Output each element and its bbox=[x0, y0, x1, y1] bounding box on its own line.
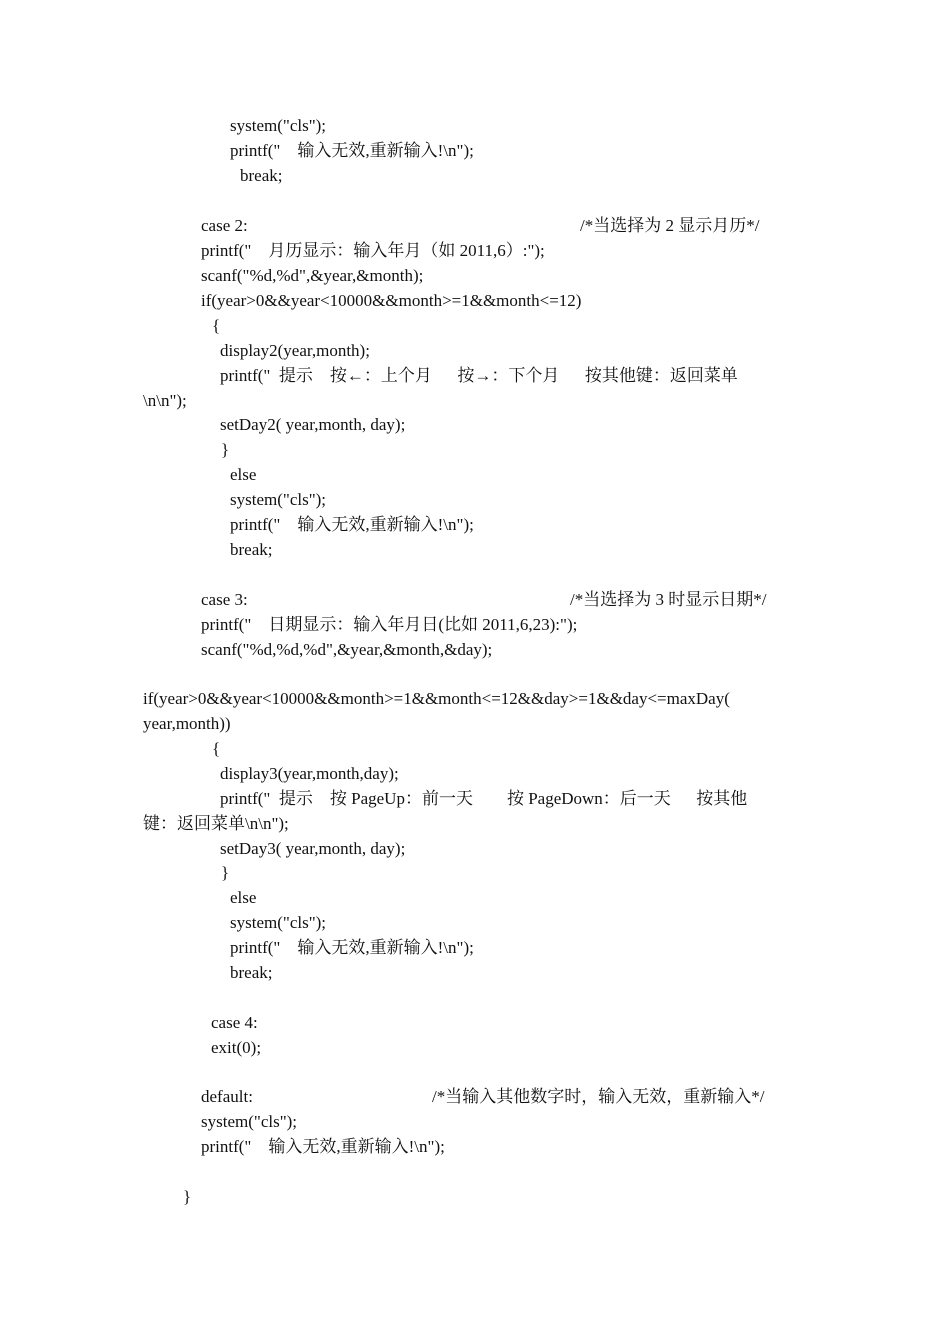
code-line: exit(0); bbox=[211, 1038, 262, 1057]
code-line: printf(" 提示 按←：上个月 按→：下个月 按其他键：返回菜单 bbox=[220, 366, 738, 385]
code-line: printf(" 提示 按 PageUp：前一天 按 PageDown：后一天 按其他 bbox=[220, 789, 748, 808]
code-line: } bbox=[221, 863, 230, 882]
code-line: system("cls"); bbox=[230, 490, 327, 509]
code-line: system("cls"); bbox=[230, 116, 327, 135]
code-line: scanf("%d,%d,%d",&year,&month,&day); bbox=[201, 640, 493, 659]
code-line: } bbox=[183, 1187, 192, 1206]
code-line: printf(" 输入无效,重新输入!\n"); bbox=[230, 515, 474, 534]
code-line: display2(year,month); bbox=[220, 341, 370, 360]
code-line: system("cls"); bbox=[230, 913, 327, 932]
code-line: } bbox=[221, 440, 230, 459]
code-line: scanf("%d,%d",&year,&month); bbox=[201, 266, 424, 285]
code-line: break; bbox=[230, 540, 273, 559]
code-line: setDay3( year,month, day); bbox=[220, 839, 406, 858]
code-line: printf(" 日期显示：输入年月日(比如 2011,6,23):"); bbox=[201, 615, 578, 634]
code-line: printf(" 月历显示：输入年月（如 2011,6）:"); bbox=[201, 241, 545, 260]
code-line: else bbox=[230, 888, 257, 907]
code-line: printf(" 输入无效,重新输入!\n"); bbox=[201, 1137, 445, 1156]
code-line: case 2: bbox=[201, 216, 248, 235]
code-line: setDay2( year,month, day); bbox=[220, 415, 406, 434]
code-line: break; bbox=[240, 166, 283, 185]
code-line: 键：返回菜单\n\n"); bbox=[143, 814, 289, 833]
code-line: else bbox=[230, 465, 257, 484]
code-line: year,month)) bbox=[143, 714, 231, 733]
code-comment: /*当输入其他数字时，输入无效，重新输入*/ bbox=[432, 1087, 765, 1106]
code-line: { bbox=[212, 316, 221, 335]
code-line: system("cls"); bbox=[201, 1112, 298, 1131]
code-line: break; bbox=[230, 963, 273, 982]
code-comment: /*当选择为 2 显示月历*/ bbox=[580, 216, 760, 235]
code-line: { bbox=[212, 739, 221, 758]
code-line: case 4: bbox=[211, 1013, 258, 1032]
code-line: if(year>0&&year<10000&&month>=1&&month<=12&&day>=1&&day<=maxDay( bbox=[143, 689, 730, 708]
code-comment: /*当选择为 3 时显示日期*/ bbox=[570, 590, 767, 609]
code-line: case 3: bbox=[201, 590, 248, 609]
code-line: printf(" 输入无效,重新输入!\n"); bbox=[230, 938, 474, 957]
code-line: if(year>0&&year<10000&&month>=1&&month<=12) bbox=[201, 291, 582, 310]
code-line: default: bbox=[201, 1087, 253, 1106]
code-line: display3(year,month,day); bbox=[220, 764, 399, 783]
code-line: printf(" 输入无效,重新输入!\n"); bbox=[230, 141, 474, 160]
code-line: \n\n"); bbox=[143, 391, 187, 410]
